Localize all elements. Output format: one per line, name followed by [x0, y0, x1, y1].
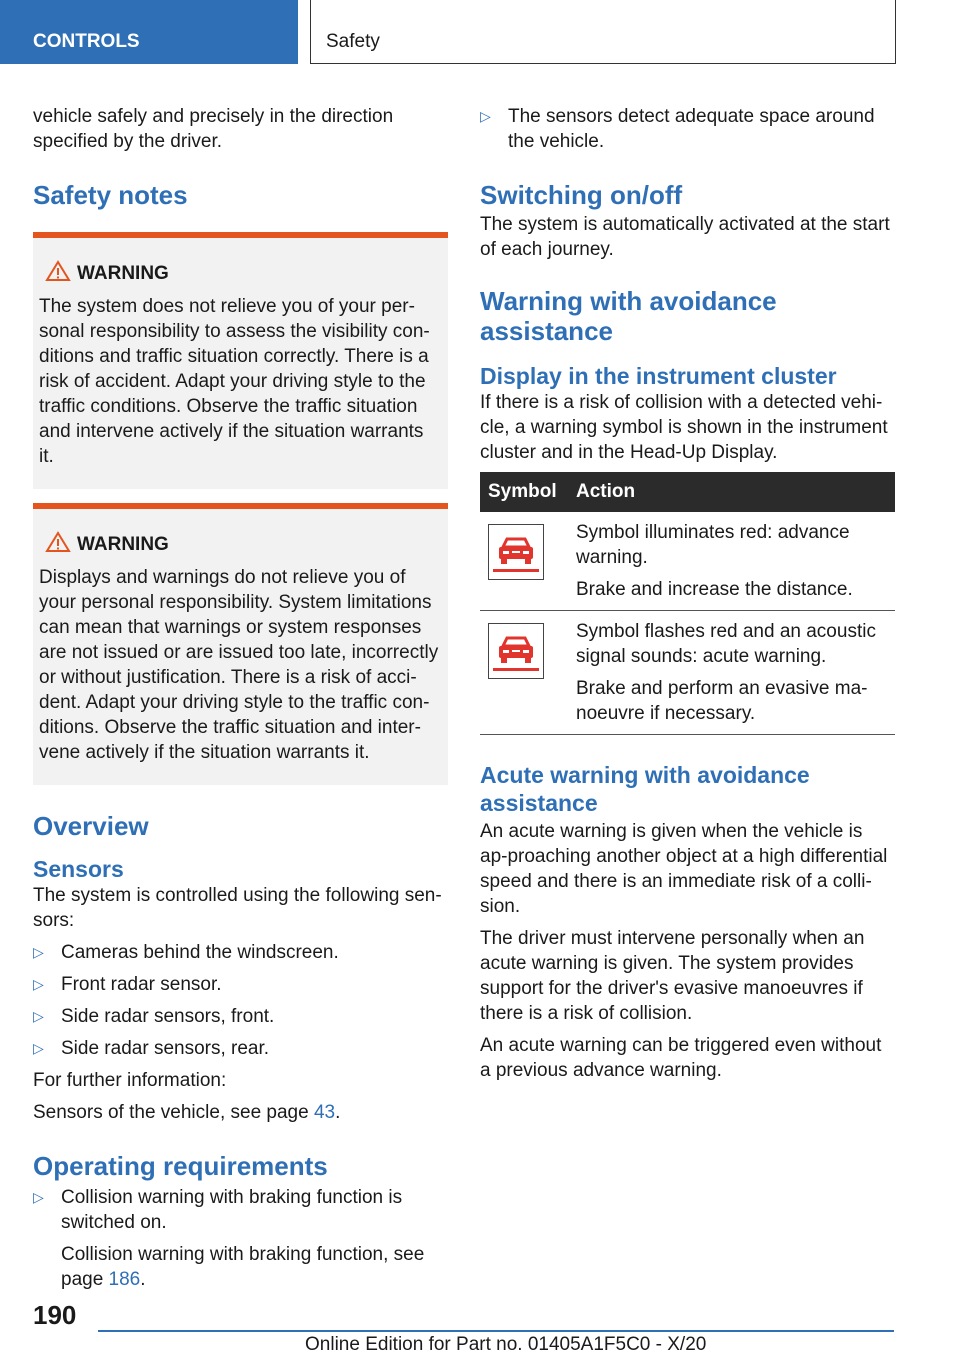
acute-text-1: An acute warning is given when the vehicle is ap-proaching another object at a high differential speed and there is an immediate risk of a colli-sion. [480, 821, 888, 917]
warning-triangle-icon [45, 260, 71, 282]
symbol-cell [480, 611, 568, 735]
safety-notes-heading: Safety notes [33, 180, 188, 210]
warning-title [39, 260, 442, 286]
list-item: ▷ Front radar sensor. [33, 974, 222, 995]
table-header-symbol: Symbol [480, 472, 568, 512]
acute-warning-heading: Acute warning with avoidance assistance [480, 762, 810, 816]
warning-avoidance-heading: Warning with avoidance assistance [480, 286, 777, 346]
intro-text: vehicle safely and precisely in the direction specified by the driver. [33, 106, 394, 152]
warning-title-text: WARNING [77, 534, 169, 555]
operating-requirements-heading: Operating requirements [33, 1151, 328, 1181]
warning-text: Displays and warnings do not relieve you of your personal responsibility. System limitations can mean that warnings or system responses are not issued or are issued too late, incorrectly or without justification. There is a risk of acci-dent. Adapt your driving style to the traffic con-ditions. Observe the traffic situation and inter-vene actively if the situation warrants it. [39, 567, 439, 763]
table-header-action: Action [568, 472, 895, 512]
table-row [480, 611, 895, 735]
sensors-list [33, 940, 448, 1061]
list-item: ▷ Cameras behind the windscreen. [33, 942, 339, 963]
sensors-text: The system is controlled using the following sen-sors: [33, 885, 442, 931]
table-row [480, 512, 895, 611]
bullet-triangle-icon: ▷ [33, 944, 44, 960]
section-tab: CONTROLS [0, 0, 298, 64]
action-line: Brake and perform an evasive ma-noeuvre if necessary. [576, 678, 868, 724]
sensors-reference: Sensors of the vehicle, see page 43. [33, 1102, 341, 1123]
action-cell [568, 512, 895, 611]
symbol-cell [480, 512, 568, 611]
warning-title-text: WARNING [77, 263, 169, 284]
operating-list [33, 1185, 448, 1292]
action-cell [568, 611, 895, 735]
action-line: Brake and increase the distance. [576, 579, 853, 600]
car-warning-flash-icon [488, 623, 544, 679]
operating-list-continued [480, 104, 895, 154]
edition-text: Online Edition for Part no. 01405A1F5C0 - X/20 [305, 1334, 707, 1355]
list-item: ▷ The sensors detect adequate space around the vehicle. [480, 106, 875, 152]
display-heading: Display in the instrument cluster [480, 363, 837, 389]
bullet-triangle-icon: ▷ [33, 1008, 44, 1024]
overview-heading: Overview [33, 811, 149, 841]
car-warning-red-icon [488, 524, 544, 580]
bullet-triangle-icon: ▷ [33, 976, 44, 992]
footer-divider [98, 1330, 894, 1332]
table-header-row [480, 472, 895, 512]
list-item: ▷ Side radar sensors, rear. [33, 1038, 270, 1059]
symbol-table [480, 472, 895, 735]
list-item: ▷ Side radar sensors, front. [33, 1006, 275, 1027]
warning-box-2 [33, 503, 448, 785]
warning-box-1 [33, 232, 448, 489]
warning-title [39, 531, 442, 557]
bullet-triangle-icon: ▷ [480, 108, 491, 124]
action-line: Symbol illuminates red: advance warning. [576, 522, 850, 568]
chapter-title: Safety [310, 0, 896, 64]
bullet-triangle-icon: ▷ [33, 1189, 44, 1205]
warning-triangle-icon [45, 531, 71, 553]
list-item: ▷ Collision warning with braking function is switched on. Collision warning with braking function, see page 186. [33, 1185, 448, 1292]
page-number: 190 [33, 1300, 77, 1330]
acute-text-2: The driver must intervene personally when an acute warning is given. The system provides support for the driver's evasive manoeuvres if there is a risk of collision. [480, 928, 865, 1024]
page-link-43[interactable]: 43 [313, 1102, 336, 1123]
sensors-heading: Sensors [33, 856, 124, 882]
switching-text: The system is automatically activated at the start of each journey. [480, 214, 890, 260]
bullet-triangle-icon: ▷ [33, 1040, 44, 1056]
switching-heading: Switching on/off [480, 180, 683, 210]
display-text: If there is a risk of collision with a detected vehi-cle, a warning symbol is shown in the instrument cluster and in the Head-Up Display. [480, 392, 888, 463]
warning-text: The system does not relieve you of your per-sonal responsibility to assess the visibility con-ditions and traffic situation correctly. There is a risk of accident. Adapt your driving style to the traffic conditions. Observe the traffic situation and intervene actively if the situation warrants it. [39, 296, 430, 467]
acute-text-3: An acute warning can be triggered even without a previous advance warning. [480, 1035, 882, 1081]
action-line: Symbol flashes red and an acoustic signal sounds: acute warning. [576, 621, 876, 667]
left-column [33, 100, 448, 1292]
right-column [480, 100, 895, 1083]
op-item-sub: Collision warning with braking function, see page 186. [61, 1244, 425, 1290]
further-info-text: For further information: [33, 1070, 227, 1091]
page-link-186[interactable]: 186 [108, 1269, 141, 1290]
